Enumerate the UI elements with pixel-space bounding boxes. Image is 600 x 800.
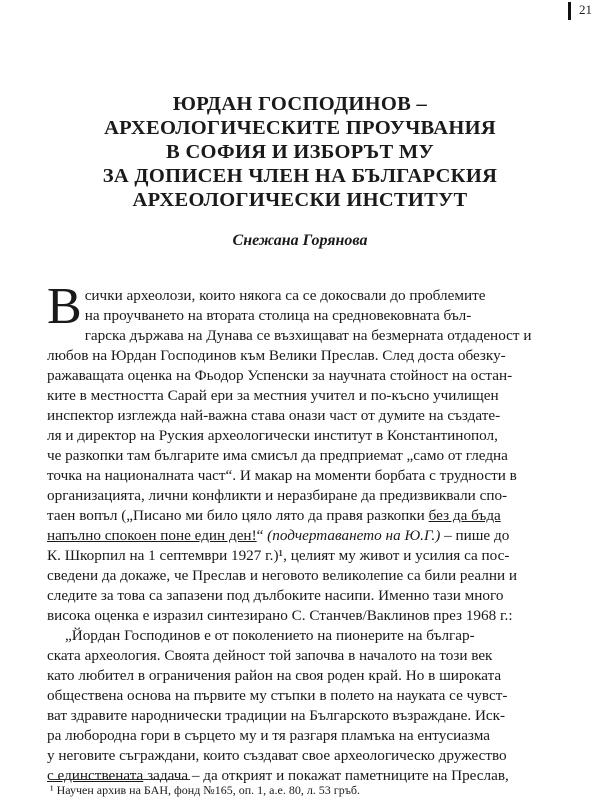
body-line: на проучването на втората столица на средновековната бъл- [84, 307, 472, 324]
body-line: ражаващата оценка на Фьодор Успенски за научната стойност на остан- [47, 367, 513, 384]
body-line: организацията, лични конфликти и неразбиране да предизвиквали спо- [47, 487, 508, 504]
body-line: че разкопки там българите има смисъл да предприемат „само от гледна [47, 447, 508, 464]
body-line: ля и директор на Руския археологически институт в Константинопол, [47, 427, 498, 444]
quote-text: таен вопъл („Писано ми било цяло лято да правя разкопки [47, 507, 429, 524]
quote-close: “ [256, 527, 268, 544]
quote-line: ската археология. Своята дейност той започва в началото на този век [47, 647, 493, 664]
article-body [47, 278, 587, 786]
quote-line: ра любородна гори в сърцето му и тя разгаря пламъка на ентусиазма [47, 727, 490, 744]
body-line: сички археолози, които някога са се докосвали до проблемите [84, 287, 486, 304]
title-line: ЗА ДОПИСЕН ЧЛЕН НА БЪЛГАРСКИЯ [102, 165, 498, 187]
footnote-divider [50, 779, 190, 780]
body-line: ките в местността Сарай ери за местния учител и по-късно училищен [47, 387, 499, 404]
body-line: гарска държава на Дунава се възхищават на безмерната отдаденост и [84, 327, 532, 344]
quote-line: обществена основа на първите му стъпки в полето на науката се чувст- [47, 687, 508, 704]
body-line [47, 526, 587, 546]
quote-line: „Йордан Господинов е от поколението на пионерите на българ- [65, 627, 475, 644]
article-title [30, 92, 570, 212]
quote-line: у неговите съграждани, които създават свое археологическо дружество [47, 747, 507, 764]
body-text: – пише до [440, 527, 510, 544]
body-line: висока оценка е изразил синтезирано С. Станчев/Ваклинов през 1968 г.: [47, 607, 513, 624]
quote-line: като любител в ограничения район на своя роден край. Но в широката [47, 667, 502, 684]
title-line: АРХЕОЛОГИЧЕСКИТЕ ПРОУЧВАНИЯ [104, 117, 496, 139]
title-line: АРХЕОЛОГИЧЕСКИ ИНСТИТУТ [132, 189, 468, 211]
page-number: 21 [568, 2, 592, 20]
body-line: точка на националната част“. И макар на моменти борбата с трудности в [47, 467, 517, 484]
underlined-text: с единствената [47, 767, 144, 784]
drop-cap: В [47, 278, 82, 335]
body-line: сведени да докаже, че Преслав и неговото великолепие са били реални и [47, 567, 518, 584]
body-line: следите за това са запазени под дълбоките насипи. Именно тази много [47, 587, 504, 604]
title-line: В СОФИЯ И ИЗБОРЪТ МУ [166, 141, 434, 163]
author-name: Снежана Горянова [232, 232, 368, 249]
underlined-text: напълно спокоен поне един ден! [47, 527, 257, 544]
body-line: любов на Юрдан Господинов към Велики Преслав. След доста обезку- [47, 347, 506, 364]
body-line: инспектор изглежда най-важна става онази част от думите на създате- [47, 407, 501, 424]
body-line [47, 506, 587, 526]
italic-note: (подчертаването на Ю.Г.) [267, 527, 441, 544]
quote-line: ват здравите народнически традиции на Българското възраждане. Иск- [47, 707, 506, 724]
underlined-text: без да бъда [428, 507, 501, 524]
body-line: К. Шкорпил на 1 септември 1927 г.)¹, целият му живот и усилия са пос- [47, 547, 510, 564]
footnote: ¹ Научен архив на БАН, фонд №165, оп. 1, а.е. 80, л. 53 гръб. [50, 783, 361, 797]
body-text: задача – да открият и покажат паметниците на Преслав, [143, 767, 509, 784]
title-line: ЮРДАН ГОСПОДИНОВ – [172, 93, 428, 115]
